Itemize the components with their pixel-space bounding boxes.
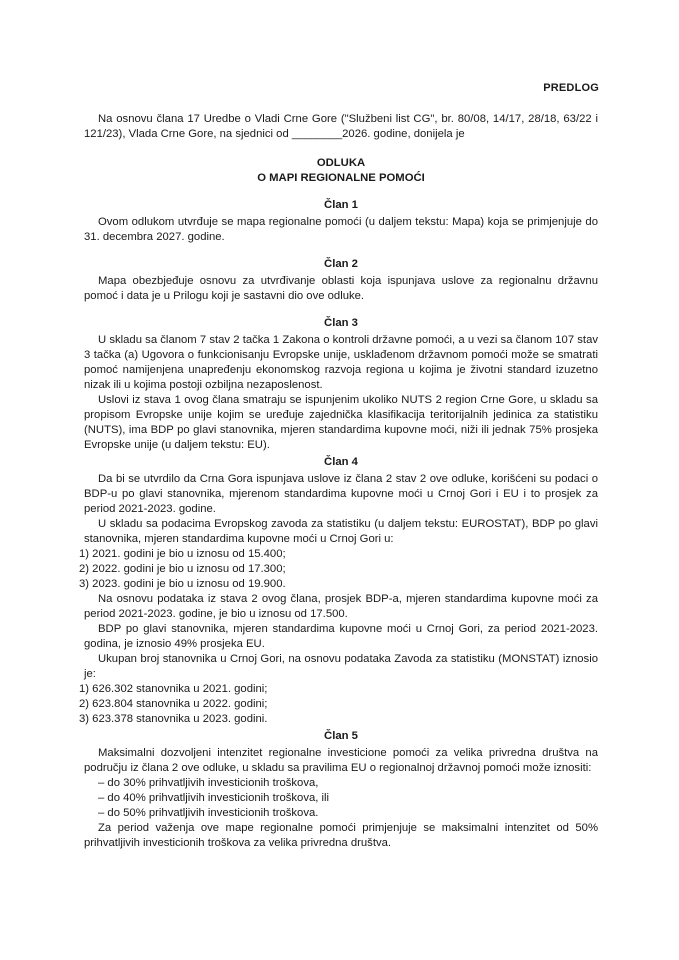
list-item: 1) 2021. godini je bio u iznosu od 15.400; xyxy=(79,548,286,560)
clan-3-heading: Član 3 xyxy=(324,317,358,329)
clan-1-heading: Član 1 xyxy=(324,199,358,211)
document-body xyxy=(79,112,598,851)
list-item: 1) 626.302 stanovnika u 2021. godini; xyxy=(79,683,268,695)
clan-4-paragraph-1: Da bi se utvrdilo da Crna Gora ispunjava uslove iz člana 2 stav 2 ove odluke, korišćeni su podaci o BDP-u po glavi stanovnika, mjerenom standardima kupovne moći u Crnoj Gori i EU i to prosjek za period 2021-2023. godine. xyxy=(84,473,598,515)
title-line-1: ODLUKA xyxy=(316,157,366,169)
list-item: – do 50% prihvatljivih investicionih troškova. xyxy=(98,807,319,819)
clan-4-paragraph-2: U skladu sa podacima Evropskog zavoda za statistiku (u daljem tekstu: EUROSTAT), BDP po glavi stanovnika, mjeren standardima kupovne moći u Crnoj Gori u: xyxy=(84,518,598,545)
clan-4-heading: Član 4 xyxy=(324,456,358,468)
clan-4-paragraph-5: Ukupan broj stanovnika u Crnoj Gori, na osnovu podataka Zavoda za statistiku (MONSTAT) iznosio je: xyxy=(84,653,598,680)
list-item: 3) 2023. godini je bio u iznosu od 19.900. xyxy=(79,578,286,590)
list-item: 2) 623.804 stanovnika u 2022. godini; xyxy=(79,698,268,710)
document-title xyxy=(84,156,598,186)
preamble: Na osnovu člana 17 Uredbe o Vladi Crne Gore ("Službeni list CG", br. 80/08, 14/17, 28/18, 63/22 i 121/23), Vlada Crne Gore, na sjednici od ________2026. godine, donijela je xyxy=(84,113,598,140)
bdp-list xyxy=(79,547,598,592)
clan-5-heading: Član 5 xyxy=(324,730,358,742)
predlog-label: PREDLOG xyxy=(543,82,599,94)
population-list xyxy=(79,682,598,727)
clan-5-paragraph-1: Maksimalni dozvoljeni intenzitet regionalne investicione pomoći za velika privredna društva na području iz člana 2 ove odluke, u skladu sa pravilima EU o regionalnoj državnoj pomoći može iznositi: xyxy=(84,747,598,774)
list-item: 3) 623.378 stanovnika u 2023. godini. xyxy=(79,713,268,725)
clan-1-text: Ovom odlukom utvrđuje se mapa regionalne pomoći (u daljem tekstu: Mapa) koja se primjenjuje do 31. decembra 2027. godine. xyxy=(84,216,598,243)
clan-4-paragraph-3: Na osnovu podataka iz stava 2 ovog člana, prosjek BDP-a, mjeren standardima kupovne moći za period 2021-2023. godine, je bio u iznosu od 17.500. xyxy=(84,593,598,620)
intensity-list xyxy=(84,776,598,821)
title-line-2: O MAPI REGIONALNE POMOĆI xyxy=(257,172,425,184)
clan-3-paragraph-1: U skladu sa članom 7 stav 2 tačka 1 Zakona o kontroli državne pomoći, a u vezi sa članom 107 stav 3 tačka (a) Ugovora o funkcionisanju Evropske unije, usklađenom državnom pomoći može se smatrati pomoć namijenjena unapređenju ekonomskog razvoja regiona u kojima je životni standard izuzetno nizak ili u kojima postoji ozbiljna nezaposlenost. xyxy=(84,334,598,391)
list-item: – do 30% prihvatljivih investicionih troškova, xyxy=(98,777,319,789)
clan-2-text: Mapa obezbjeđuje osnovu za utvrđivanje oblasti koja ispunjava uslove za regionalnu državnu pomoć i data je u Prilogu koji je sastavni dio ove odluke. xyxy=(84,275,598,302)
clan-2-heading: Član 2 xyxy=(324,258,358,270)
list-item: 2) 2022. godini je bio u iznosu od 17.300; xyxy=(79,563,286,575)
clan-3-paragraph-2: Uslovi iz stava 1 ovog člana smatraju se ispunjenim ukoliko NUTS 2 region Crne Gore, u skladu sa propisom Evropske unije kojim se uređuje zajednička klasifikacija teritorijalnih jedinica za statistiku (NUTS), ima BDP po glavi stanovnika, mjeren standardima kupovne moći, niži ili jednak 75% prosjeka Evropske unije (u daljem tekstu: EU). xyxy=(84,394,598,451)
clan-5-paragraph-2: Za period važenja ove mape regionalne pomoći primjenjuje se maksimalni intenzitet od 50% prihvatljivih investicionih troškova za velika privredna društva. xyxy=(84,822,598,849)
clan-4-paragraph-4: BDP po glavi stanovnika, mjeren standardima kupovne moći u Crnoj Gori, za period 2021-2023. godina, je iznosio 49% prosjeka EU. xyxy=(84,623,598,650)
list-item: – do 40% prihvatljivih investicionih troškova, ili xyxy=(98,792,330,804)
